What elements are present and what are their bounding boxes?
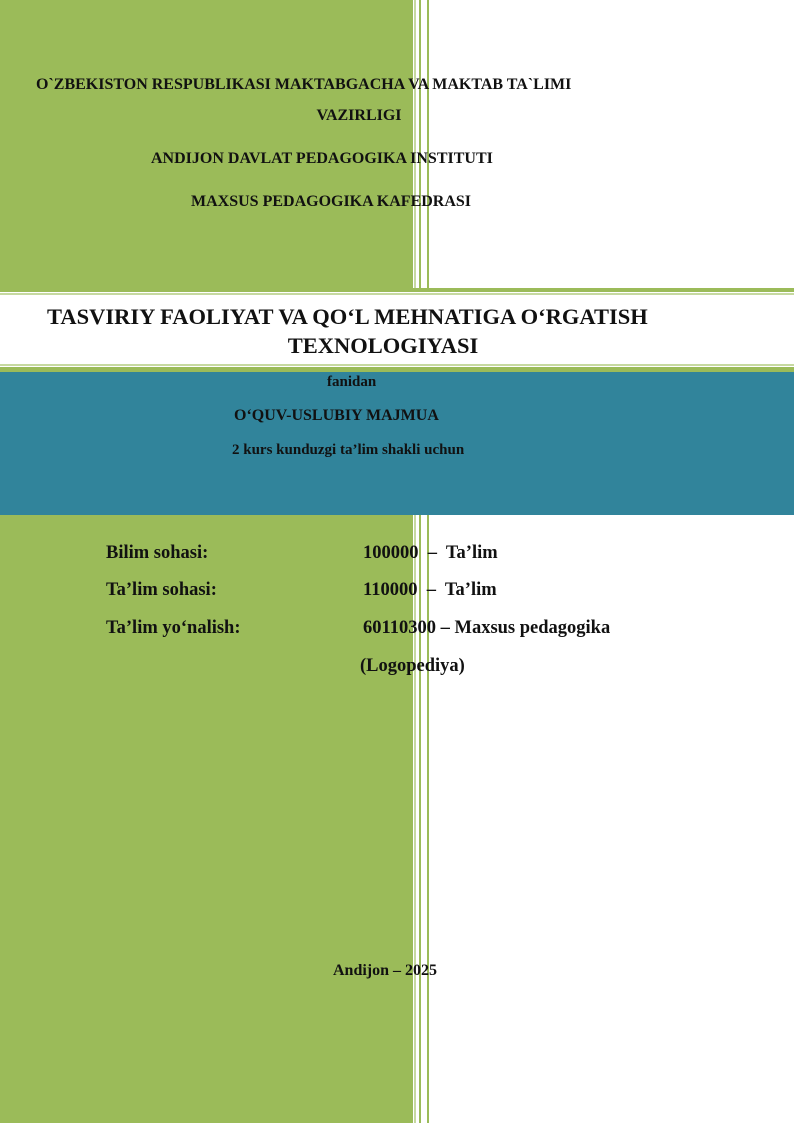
detail-value-bilim-sohasi: 100000 – Ta’lim	[363, 543, 498, 563]
document-type: O‘QUV-USLUBIY MAJMUA	[234, 407, 439, 424]
vertical-stripe	[427, 0, 429, 288]
green-panel-bottom	[0, 515, 413, 1123]
subject-label: fanidan	[327, 374, 377, 390]
horizontal-stripe	[0, 293, 794, 295]
detail-value-talim-sohasi: 110000 – Ta’lim	[363, 580, 497, 600]
ministry-line-2: VAZIRLIGI	[316, 107, 402, 124]
vertical-stripe	[419, 515, 421, 1123]
green-panel-top	[0, 0, 413, 288]
course-info: 2 kurs kunduzgi ta’lim shakli uchun	[232, 442, 465, 458]
horizontal-stripe	[0, 288, 794, 292]
department-name: MAXSUS PEDAGOGIKA KAFEDRASI	[191, 193, 472, 210]
vertical-stripe	[414, 0, 416, 288]
ministry-line-1: O`ZBEKISTON RESPUBLIKASI MAKTABGACHA VA MAKTAB TA`LIMI	[36, 76, 572, 93]
detail-value-talim-yonalish: 60110300 – Maxsus pedagogika	[363, 618, 611, 638]
vertical-stripe	[414, 515, 416, 1123]
detail-label-talim-yonalish: Ta’lim yo‘nalish:	[106, 618, 241, 638]
detail-label-talim-sohasi: Ta’lim sohasi:	[106, 580, 217, 600]
vertical-stripe	[427, 515, 429, 1123]
detail-label-bilim-sohasi: Bilim sohasi:	[106, 543, 209, 563]
horizontal-stripe	[0, 364, 794, 366]
place-and-year: Andijon – 2025	[333, 962, 438, 979]
document-title-line-2: TEXNOLOGIYASI	[287, 333, 479, 358]
detail-value-specialization: (Logopediya)	[360, 656, 465, 676]
vertical-stripe	[419, 0, 421, 288]
institute-name: ANDIJON DAVLAT PEDAGOGIKA INSTITUTI	[151, 150, 493, 167]
document-title-line-1: TASVIRIY FAOLIYAT VA QO‘L MEHNATIGA O‘RGATISH	[47, 304, 648, 329]
